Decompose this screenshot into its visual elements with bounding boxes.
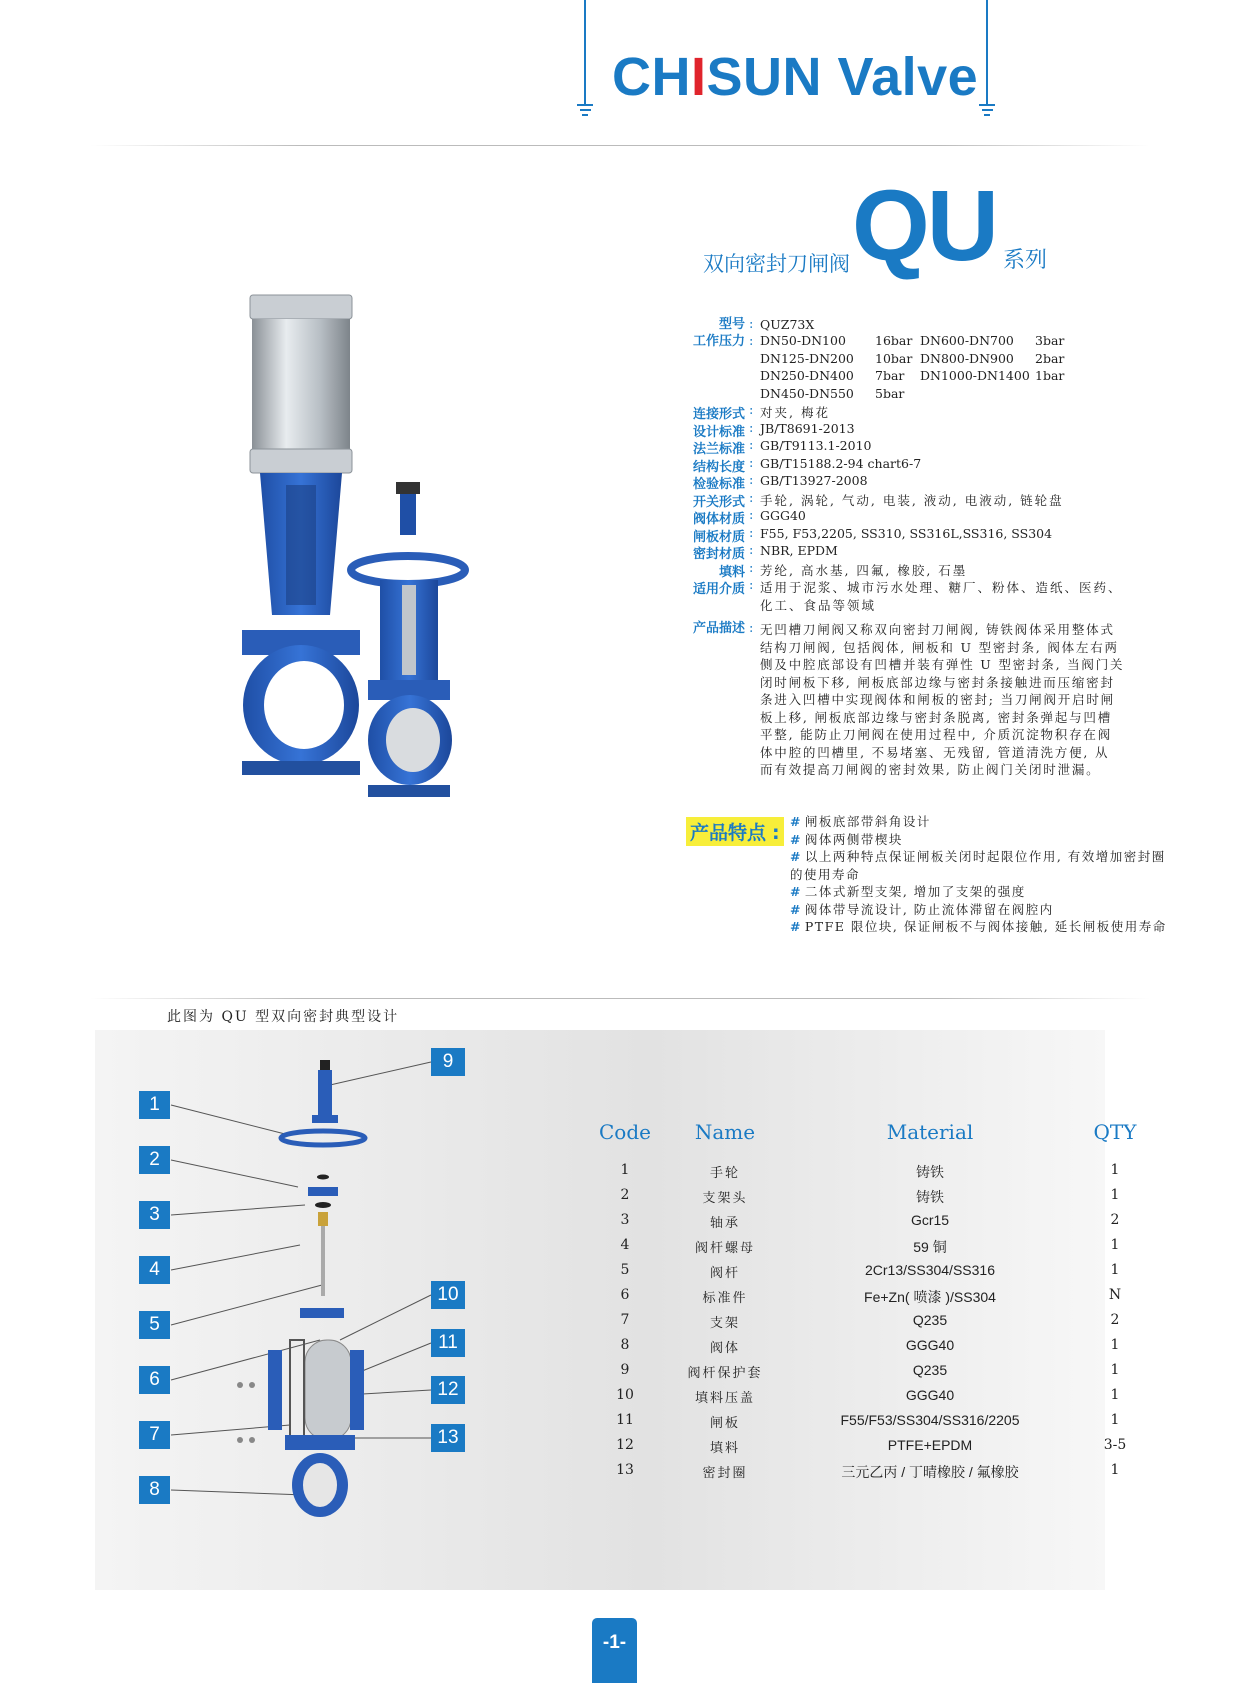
hash-icon: # bbox=[790, 831, 805, 847]
spec-operation-value: 手轮, 涡轮, 气动, 电装, 液动, 电液动, 链轮盘 bbox=[760, 492, 1064, 508]
page-number: -1- bbox=[592, 1618, 637, 1683]
product-photo bbox=[230, 285, 540, 845]
spec-packing-label: 填料 bbox=[718, 564, 745, 580]
pressure-cell: 10bar bbox=[875, 350, 913, 366]
pressure-cell: DN125-DN200 bbox=[760, 350, 854, 366]
feature-text: 阀体两侧带楔块 bbox=[804, 831, 903, 847]
description-line: 结构刀闸阀, 包括阀体, 闸板和 U 型密封条, 阀体左右两 bbox=[760, 639, 1119, 655]
spec-length-value: GB/T15188.2-94 chart6-7 bbox=[760, 455, 922, 471]
table-cell-qty: 1 bbox=[1110, 1412, 1120, 1428]
table-cell-name: 阀体 bbox=[709, 1341, 740, 1356]
spec-design-label: 设计标准 bbox=[692, 424, 745, 440]
table-cell-qty: 1 bbox=[1110, 1337, 1120, 1353]
table-cell-code: 6 bbox=[620, 1287, 630, 1303]
table-cell-name: 阀杆 bbox=[709, 1266, 740, 1281]
spec-media-value-line2: 化工、食品等领域 bbox=[760, 597, 877, 613]
spec-pressure-label: 工作压力 bbox=[692, 334, 745, 349]
pressure-cell: 1bar bbox=[1035, 368, 1065, 383]
table-cell-material: PTFE+EPDM bbox=[887, 1437, 973, 1453]
pressure-cell: DN250-DN400 bbox=[760, 368, 854, 383]
hash-icon: # bbox=[790, 884, 805, 899]
spec-body-value: GGG40 bbox=[760, 508, 806, 523]
table-cell-qty: 1 bbox=[1110, 1362, 1120, 1378]
spec-description-label: 产品描述 bbox=[692, 621, 745, 636]
title-series-code: QU bbox=[852, 170, 996, 282]
table-cell-code: 2 bbox=[620, 1187, 630, 1203]
table-cell-code: 5 bbox=[620, 1262, 630, 1278]
table-cell-code: 12 bbox=[616, 1437, 634, 1453]
table-cell-name: 手轮 bbox=[709, 1166, 740, 1181]
spec-colon: : bbox=[749, 525, 754, 541]
header-left-line bbox=[584, 0, 586, 104]
section-divider bbox=[90, 998, 1150, 999]
pressure-cell: 2bar bbox=[1035, 350, 1065, 366]
table-cell-code: 9 bbox=[620, 1362, 630, 1378]
feature-item bbox=[790, 917, 1167, 935]
description-line: 无凹槽刀闸阀又称双向密封刀闸阀, 铸铁阀体采用整体式 bbox=[760, 622, 1115, 637]
spec-packing-value: 芳纶, 高水基, 四氟, 橡胶, 石墨 bbox=[760, 562, 968, 578]
spec-gate-label: 闸板材质 bbox=[692, 529, 745, 545]
title-series-suffix: 系列 bbox=[1003, 248, 1048, 273]
pressure-cell: 16bar bbox=[875, 333, 913, 348]
feature-item bbox=[790, 865, 860, 883]
header-left-ground-icon bbox=[577, 104, 593, 119]
table-header-name: Name bbox=[694, 1120, 756, 1144]
spec-media-value: 适用于泥浆、城市污水处理、糖厂、粉体、造纸、医药、 bbox=[760, 580, 1123, 595]
spec-seal-value: NBR, EPDM bbox=[760, 543, 838, 558]
table-cell-material: GGG40 bbox=[905, 1387, 955, 1403]
spec-colon: : bbox=[749, 473, 754, 488]
callout-8: 8 bbox=[139, 1476, 170, 1504]
description-line: 条进入凹槽中实现阀体和闸板的密封; 当刀闸阀开启时闸 bbox=[760, 692, 1115, 707]
table-cell-name: 轴承 bbox=[709, 1216, 740, 1231]
table-cell-material: Gcr15 bbox=[910, 1212, 950, 1228]
spec-body-label: 阀体材质 bbox=[692, 512, 745, 527]
spec-seal-label: 密封材质 bbox=[692, 547, 745, 562]
pressure-cell: DN600-DN700 bbox=[920, 333, 1014, 348]
table-cell-material: GGG40 bbox=[905, 1337, 955, 1353]
spec-gate-value: F55, F53,2205, SS310, SS316L,SS316, SS304 bbox=[760, 525, 1053, 541]
spec-media-label: 适用介质 bbox=[692, 582, 745, 597]
table-cell-qty: N bbox=[1108, 1287, 1122, 1303]
table-cell-material: 铸铁 bbox=[916, 1164, 944, 1180]
spec-length-label: 结构长度 bbox=[692, 459, 745, 475]
feature-item bbox=[790, 882, 1026, 900]
table-cell-name: 闸板 bbox=[709, 1416, 740, 1431]
table-cell-code: 7 bbox=[620, 1312, 630, 1328]
description-line: 闭时闸板下移, 闸板底部边缘与密封条接触进而压缩密封 bbox=[760, 674, 1115, 690]
table-cell-code: 10 bbox=[616, 1387, 634, 1403]
table-cell-material: 59 铜 bbox=[913, 1239, 947, 1255]
description-line: 平整, 能防止刀闸阀在使用过程中, 介质沉淀物积存在阀 bbox=[760, 727, 1112, 742]
callout-4: 4 bbox=[139, 1256, 170, 1284]
pressure-cell: DN450-DN550 bbox=[760, 385, 854, 401]
spec-model-label: 型号 bbox=[718, 317, 745, 332]
spec-test-value: GB/T13927-2008 bbox=[760, 473, 868, 488]
spec-colon: : bbox=[749, 490, 754, 506]
hash-icon: # bbox=[790, 901, 805, 917]
table-header-code: Code bbox=[599, 1120, 651, 1144]
description-line: 侧及中腔底部设有凹槽并装有弹性 U 型密封条, 当阀门关 bbox=[760, 657, 1125, 672]
table-cell-material: Q235 bbox=[912, 1362, 948, 1378]
header-divider bbox=[90, 145, 1150, 146]
table-cell-name: 支架头 bbox=[702, 1191, 748, 1206]
callout-6: 6 bbox=[139, 1366, 170, 1394]
table-cell-qty: 1 bbox=[1110, 1237, 1120, 1253]
table-cell-code: 1 bbox=[620, 1162, 630, 1178]
spec-connection-value: 对夹, 梅花 bbox=[760, 405, 830, 420]
table-cell-material: Q235 bbox=[912, 1312, 948, 1328]
table-cell-qty: 1 bbox=[1110, 1262, 1120, 1278]
table-cell-material: 三元乙丙 / 丁晴橡胶 / 氟橡胶 bbox=[841, 1464, 1019, 1480]
table-cell-qty: 3-5 bbox=[1103, 1437, 1127, 1453]
feature-text: 阀体带导流设计, 防止流体滞留在阀腔内 bbox=[804, 901, 1054, 917]
table-cell-material: F55/F53/SS304/SS316/2205 bbox=[840, 1412, 1020, 1428]
table-cell-name: 填料压盖 bbox=[694, 1391, 755, 1406]
callout-5: 5 bbox=[139, 1311, 170, 1339]
spec-flange-label: 法兰标准 bbox=[692, 442, 745, 457]
feature-item bbox=[790, 847, 1166, 865]
feature-item bbox=[790, 830, 903, 848]
spec-colon: : bbox=[749, 560, 754, 576]
spec-colon: : bbox=[749, 420, 754, 436]
spec-colon: : bbox=[749, 578, 754, 593]
table-cell-code: 8 bbox=[620, 1337, 630, 1353]
callout-11: 11 bbox=[431, 1329, 465, 1357]
table-cell-code: 3 bbox=[620, 1212, 630, 1228]
spec-colon: : bbox=[749, 508, 754, 523]
callout-9: 9 bbox=[431, 1048, 465, 1076]
table-header-qty: QTY bbox=[1093, 1120, 1137, 1144]
spec-colon: : bbox=[749, 455, 754, 471]
feature-item bbox=[790, 900, 1054, 918]
pressure-cell: DN1000-DN1400 bbox=[920, 368, 1030, 383]
title-chinese: 双向密封刀闸阀 bbox=[703, 252, 850, 276]
callout-13: 13 bbox=[431, 1424, 465, 1452]
hash-icon: # bbox=[790, 814, 805, 829]
table-cell-name: 标准件 bbox=[702, 1291, 748, 1306]
table-cell-name: 填料 bbox=[709, 1441, 740, 1456]
pressure-cell: 3bar bbox=[1035, 333, 1065, 348]
spec-design-value: JB/T8691-2013 bbox=[760, 420, 855, 436]
table-cell-qty: 1 bbox=[1110, 1462, 1120, 1478]
diagram-caption: 此图为 QU 型双向密封典型设计 bbox=[167, 1009, 400, 1025]
spec-test-label: 检验标准 bbox=[692, 477, 745, 492]
table-cell-material: Fe+Zn( 喷漆 )/SS304 bbox=[864, 1289, 996, 1305]
spec-model-value: QUZ73X bbox=[760, 317, 815, 332]
description-line: 体中腔的凹槽里, 不易堵塞、无残留, 管道清洗方便, 从 bbox=[760, 744, 1110, 760]
exploded-diagram bbox=[140, 1050, 480, 1570]
spec-operation-label: 开关形式 bbox=[692, 494, 745, 510]
callout-12: 12 bbox=[431, 1376, 465, 1404]
callout-3: 3 bbox=[139, 1201, 170, 1229]
hash-icon: # bbox=[790, 849, 805, 864]
feature-text: 的使用寿命 bbox=[790, 866, 861, 882]
table-cell-code: 4 bbox=[620, 1237, 630, 1253]
table-cell-qty: 2 bbox=[1110, 1312, 1120, 1328]
feature-text: 闸板底部带斜角设计 bbox=[804, 814, 931, 829]
table-cell-name: 阀杆保护套 bbox=[687, 1366, 763, 1381]
table-cell-name: 密封圈 bbox=[702, 1466, 748, 1481]
description-line: 而有效提高刀闸阀的密封效果, 防止阀门关闭时泄漏。 bbox=[760, 762, 1101, 777]
callout-10: 10 bbox=[431, 1281, 465, 1309]
pressure-cell: 7bar bbox=[875, 368, 905, 383]
table-cell-material: 铸铁 bbox=[916, 1189, 944, 1205]
pressure-cell: 5bar bbox=[875, 385, 905, 401]
hash-icon: # bbox=[790, 919, 805, 934]
feature-item bbox=[790, 812, 931, 830]
feature-text: PTFE 限位块, 保证闸板不与阀体接触, 延长闸板使用寿命 bbox=[804, 919, 1167, 934]
table-cell-qty: 1 bbox=[1110, 1387, 1120, 1403]
spec-flange-value: GB/T9113.1-2010 bbox=[760, 438, 872, 453]
pressure-cell: DN800-DN900 bbox=[920, 350, 1014, 366]
table-header-material: Material bbox=[886, 1120, 974, 1144]
brand-logo: CHISUN Valve bbox=[612, 47, 979, 107]
spec-connection-label: 连接形式 bbox=[692, 407, 745, 422]
callout-2: 2 bbox=[139, 1146, 170, 1174]
pressure-cell: DN50-DN100 bbox=[760, 333, 846, 348]
table-cell-code: 11 bbox=[616, 1412, 634, 1428]
spec-colon: : bbox=[749, 403, 754, 418]
feature-text: 二体式新型支架, 增加了支架的强度 bbox=[804, 884, 1026, 899]
table-cell-qty: 1 bbox=[1110, 1162, 1120, 1178]
table-cell-name: 支架 bbox=[709, 1316, 740, 1331]
description-line: 板上移, 闸板底部边缘与密封条脱离, 密封条弹起与凹槽 bbox=[760, 709, 1112, 725]
features-label: 产品特点 : bbox=[686, 817, 784, 846]
table-cell-qty: 2 bbox=[1110, 1212, 1120, 1228]
table-cell-name: 阀杆螺母 bbox=[694, 1241, 755, 1256]
table-cell-material: 2Cr13/SS304/SS316 bbox=[865, 1262, 995, 1278]
table-cell-qty: 1 bbox=[1110, 1187, 1120, 1203]
feature-text: 以上两种特点保证闸板关闭时起限位作用, 有效增加密封圈 bbox=[804, 849, 1166, 864]
spec-colon: : bbox=[749, 543, 754, 558]
callout-1: 1 bbox=[139, 1091, 170, 1119]
table-cell-code: 13 bbox=[616, 1462, 634, 1478]
spec-colon: : bbox=[749, 438, 754, 453]
callout-7: 7 bbox=[139, 1421, 170, 1449]
